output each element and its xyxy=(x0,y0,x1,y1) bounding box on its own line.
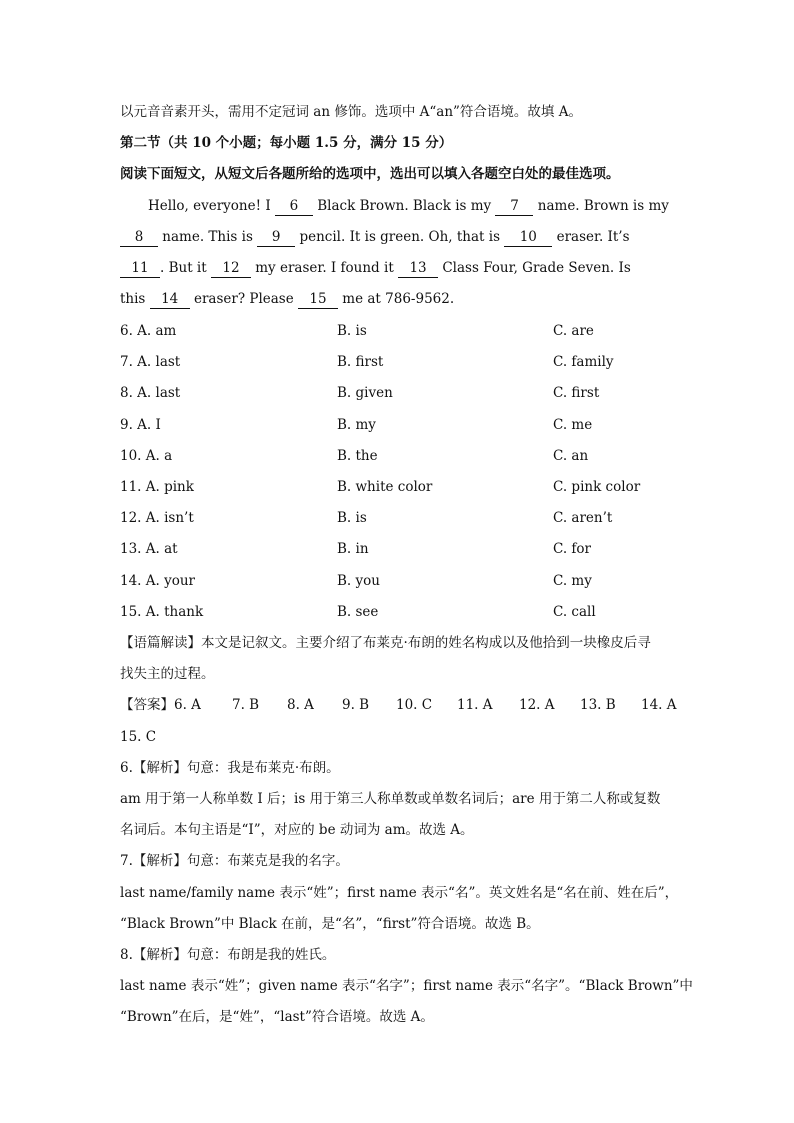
analysis-6-line-1: am 用于第一人称单数 I 后；is 用于第三人称单数或单数名词后；are 用于第二人称或复数 xyxy=(120,791,661,807)
answer-item: 9. B xyxy=(342,697,370,713)
question-9-option-b: B. my xyxy=(337,417,376,433)
answer-item-last: 15. C xyxy=(120,729,157,745)
blank-10: 10 xyxy=(504,228,552,247)
question-8-option-b: B. given xyxy=(337,385,393,401)
analysis-7-heading: 7.【解析】句意：布莱克是我的名字。 xyxy=(120,853,349,869)
reading-summary-line-2: 找失主的过程。 xyxy=(120,666,215,682)
analysis-8-heading: 8.【解析】句意：布朗是我的姓氏。 xyxy=(120,947,336,963)
blank-14: 14 xyxy=(150,290,190,309)
question-15-option-c: C. call xyxy=(553,604,596,620)
question-9-option-c: C. me xyxy=(553,417,593,433)
question-12-option-b: B. is xyxy=(337,510,367,526)
passage-line-1: Hello, everyone! I 6 Black Brown. Black is my 7 name. Brown is my xyxy=(148,198,669,214)
question-13-option-a: 13. A. at xyxy=(120,541,178,557)
passage-line-4: this 14 eraser? Please 15 me at 786-9562. xyxy=(120,291,455,307)
question-11-option-c: C. pink color xyxy=(553,479,641,495)
answer-item: 14. A xyxy=(641,697,677,713)
question-13-option-c: C. for xyxy=(553,541,592,557)
question-15-option-b: B. see xyxy=(337,604,379,620)
blank-13: 13 xyxy=(398,259,438,278)
answer-label: 【答案】6. A xyxy=(120,697,201,713)
question-6-option-b: B. is xyxy=(337,323,367,339)
answer-item: 8. A xyxy=(287,697,314,713)
question-14-option-c: C. my xyxy=(553,573,592,589)
analysis-6-heading: 6.【解析】句意：我是布莱克·布朗。 xyxy=(120,760,340,776)
question-10-option-c: C. an xyxy=(553,448,589,464)
question-15-option-a: 15. A. thank xyxy=(120,604,204,620)
instruction: 阅读下面短文，从短文后各题所给的选项中，选出可以填入各题空白处的最佳选项。 xyxy=(120,166,620,182)
question-11-option-a: 11. A. pink xyxy=(120,479,194,495)
passage-line-3: 11 . But it 12 my eraser. I found it 13 Class Four, Grade Seven. Is xyxy=(120,259,631,278)
analysis-8-line-2: “Brown”在后，是“姓”，“last”符合语境。故选 A。 xyxy=(120,1009,434,1025)
question-8-option-a: 8. A. last xyxy=(120,385,181,401)
passage-line-2: 8 name. This is 9 pencil. It is green. Oh, that is 10 eraser. It’s xyxy=(120,228,630,247)
question-12-option-c: C. aren’t xyxy=(553,510,613,526)
reading-summary-line-1: 【语篇解读】本文是记叙文。主要介绍了布莱克·布朗的姓名构成以及他拾到一块橡皮后寻 xyxy=(120,635,651,651)
analysis-6-line-2: 名词后。本句主语是“I”，对应的 be 动词为 am。故选 A。 xyxy=(120,822,474,838)
question-10-option-a: 10. A. a xyxy=(120,448,173,464)
question-14-option-b: B. you xyxy=(337,573,380,589)
blank-9: 9 xyxy=(257,228,295,247)
blank-7: 7 xyxy=(495,197,533,216)
blank-8: 8 xyxy=(120,228,158,247)
answer-item: 7. B xyxy=(232,697,260,713)
answer-item: 10. C xyxy=(396,697,433,713)
answer-item: 12. A xyxy=(519,697,555,713)
question-7-option-b: B. first xyxy=(337,354,384,370)
question-8-option-c: C. first xyxy=(553,385,600,401)
question-13-option-b: B. in xyxy=(337,541,369,557)
blank-15: 15 xyxy=(298,290,338,309)
question-6-option-a: 6. A. am xyxy=(120,323,177,339)
question-7-option-a: 7. A. last xyxy=(120,354,181,370)
answer-item: 13. B xyxy=(580,697,616,713)
question-14-option-a: 14. A. your xyxy=(120,573,195,589)
question-12-option-a: 12. A. isn’t xyxy=(120,510,194,526)
intro-line: 以元音音素开头，需用不定冠词 an 修饰。选项中 A“an”符合语境。故填 A。 xyxy=(120,104,582,120)
question-11-option-b: B. white color xyxy=(337,479,433,495)
analysis-7-line-1: last name/family name 表示“姓”；first name 表示“名”。英文姓名是“名在前、姓在后”， xyxy=(120,885,679,901)
question-6-option-c: C. are xyxy=(553,323,594,339)
question-7-option-c: C. family xyxy=(553,354,614,370)
analysis-8-line-1: last name 表示“姓”；given name 表示“名字”；first name 表示“名字”。“Black Brown”中 xyxy=(120,978,693,994)
blank-6: 6 xyxy=(275,197,313,216)
question-10-option-b: B. the xyxy=(337,448,378,464)
blank-12: 12 xyxy=(211,259,251,278)
section-title: 第二节（共 10 个小题；每小题 1.5 分，满分 15 分） xyxy=(120,135,453,151)
analysis-7-line-2: “Black Brown”中 Black 在前，是“名”，“first”符合语境。故选 B。 xyxy=(120,916,540,932)
question-9-option-a: 9. A. I xyxy=(120,417,161,433)
answer-item: 11. A xyxy=(457,697,493,713)
blank-11: 11 xyxy=(120,259,160,278)
